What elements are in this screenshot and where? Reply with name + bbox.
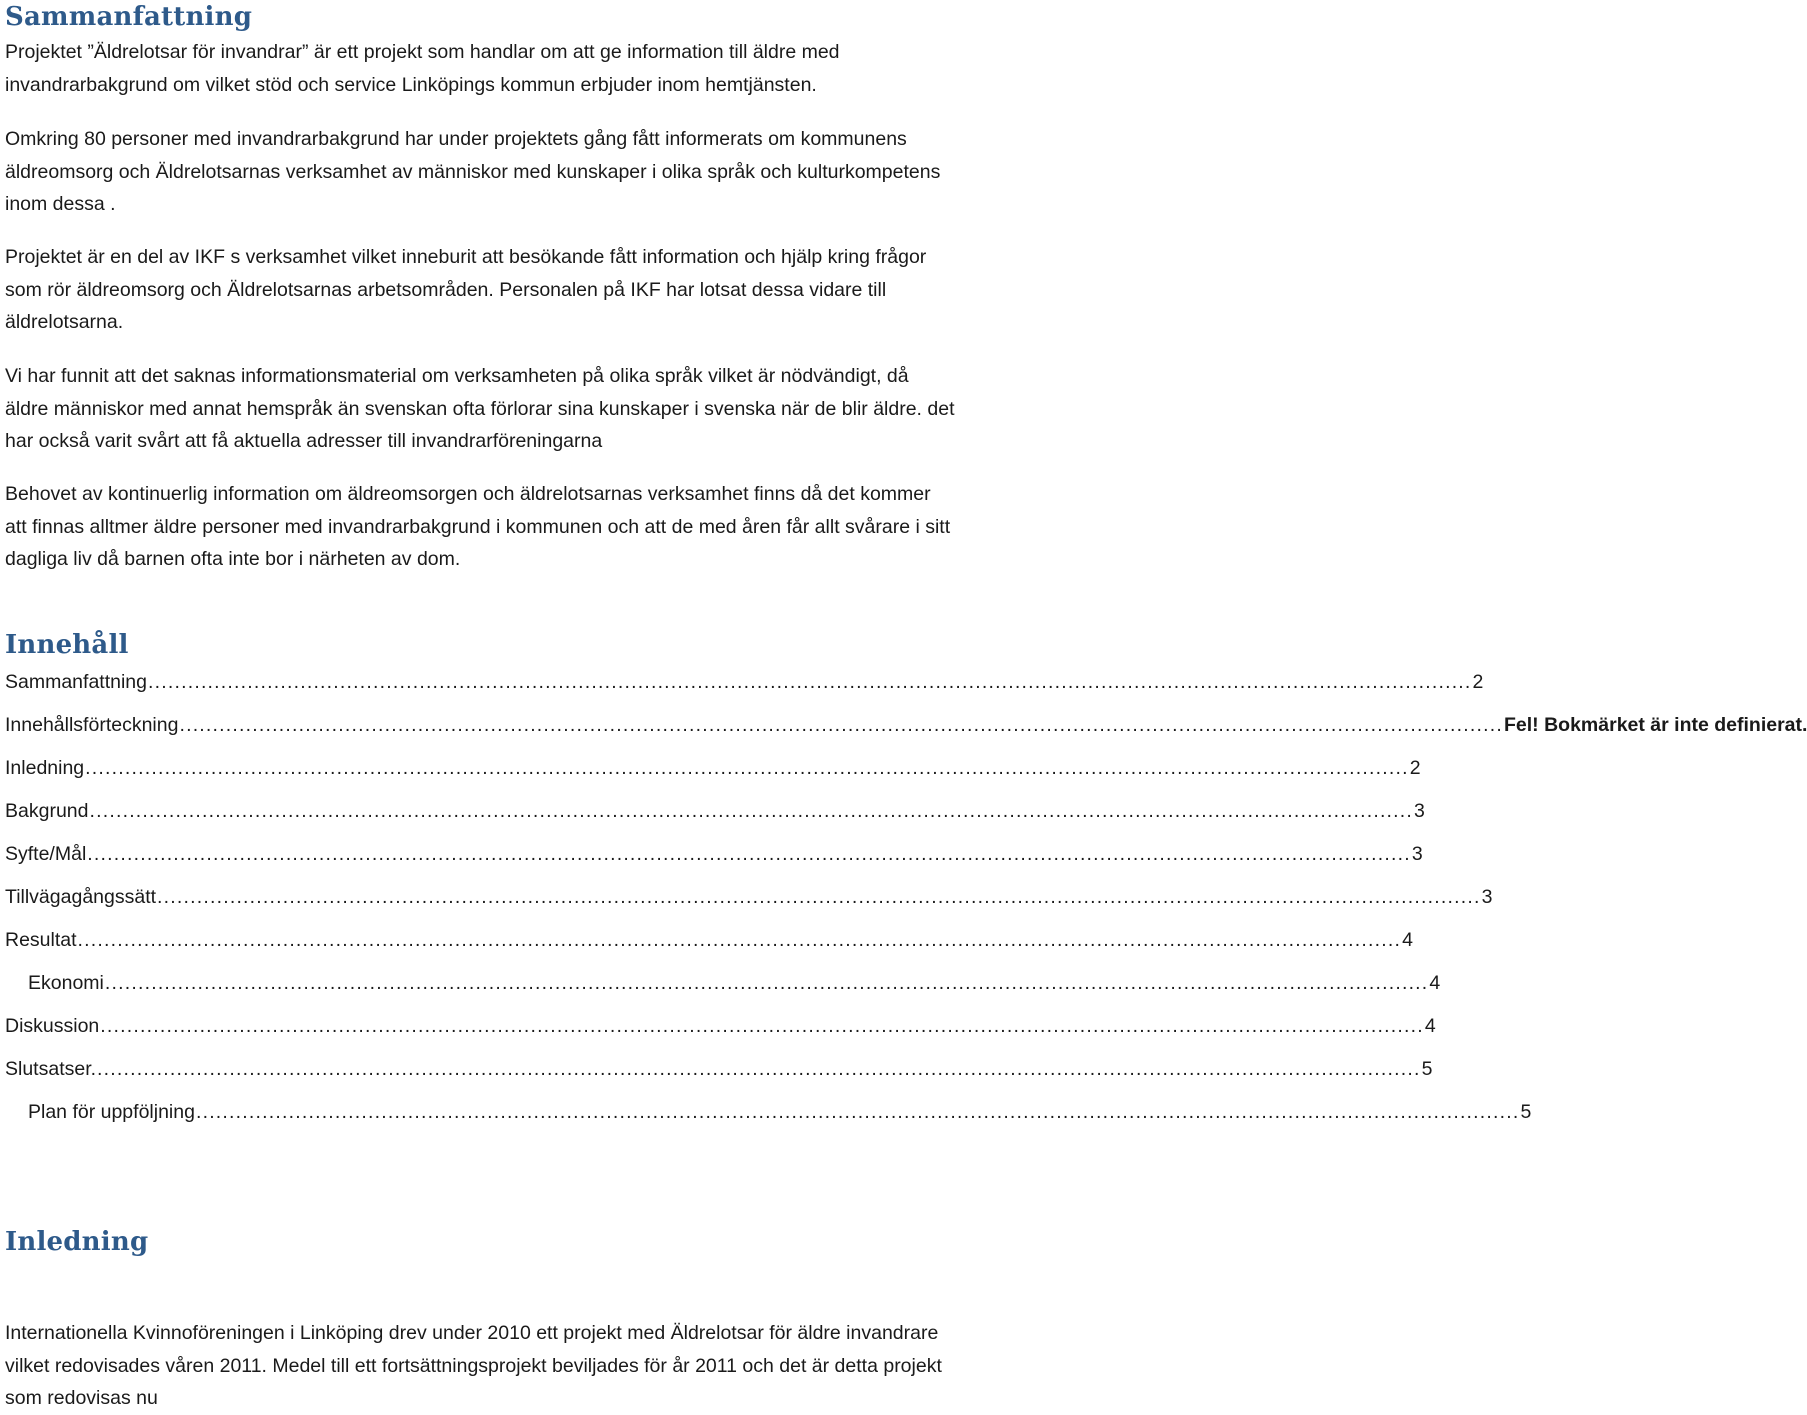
toc-leader-dots: ........................................................................................................................................................................................................ <box>89 800 1414 822</box>
toc-entry-label: Diskussion <box>5 1015 100 1037</box>
intro-paragraph: Internationella Kvinnoföreningen i Linköping drev under 2010 ett projekt med Äldrelotsar för äldre invandrare vilket redovisades våren 2011. Medel till ett fortsättningsprojekt beviljades för år 2011 och det är detta projekt som redovisas nu <box>5 1322 942 1409</box>
toc-entry-page: 2 <box>1472 671 1484 693</box>
toc-entry-bakgrund[interactable] <box>5 796 1425 826</box>
toc-entry-page: 4 <box>1429 972 1441 994</box>
toc-entry-page-error: Fel! Bokmärket är inte definierat. <box>1504 714 1807 736</box>
toc-entry-label: Innehållsförteckning <box>5 714 179 736</box>
toc-entry-label: Ekonomi <box>28 972 104 994</box>
toc-entry-page: 2 <box>1409 757 1421 779</box>
toc-entry-page: 4 <box>1402 929 1413 951</box>
toc-leader-dots: ........................................................................................................................................................................................................ <box>100 1015 1424 1037</box>
toc-leader-dots: ........................................................................................................................................................................................................ <box>97 1058 1421 1080</box>
toc-entry-slutsatser[interactable] <box>5 1054 1433 1084</box>
toc-entry-diskussion[interactable] <box>5 1011 1436 1041</box>
summary-paragraph-2: Omkring 80 personer med invandrarbakgrund har under projektets gång fått informerats om kommunens äldreomsorg och Äldrelotsarnas verksamhet av människor med kunskaper i olika språk och kulturkompetens inom dessa . <box>5 128 941 215</box>
toc-entry-page: 4 <box>1424 1015 1436 1037</box>
toc-entry-inledning[interactable] <box>5 753 1421 783</box>
toc-entry-tillvagagangssatt[interactable] <box>5 882 1493 912</box>
toc-leader-dots: ........................................................................................................................................................................................................ <box>148 671 1472 693</box>
toc-entry-page: 3 <box>1414 800 1425 822</box>
toc-entry-label: Syfte/Mål <box>5 843 87 865</box>
toc-leader-dots: ........................................................................................................................................................................................................ <box>87 843 1411 865</box>
toc-leader-dots: ........................................................................................................................................................................................................ <box>77 929 1402 951</box>
toc-entry-sammanfattning[interactable] <box>5 667 1484 697</box>
toc-entry-label: Resultat <box>5 929 77 951</box>
toc-entry-label: Slutsatser. <box>5 1058 97 1080</box>
toc-leader-dots: ........................................................................................................................................................................................................ <box>104 972 1429 994</box>
toc-leader-dots: ........................................................................................................................................................................................................ <box>85 757 1409 779</box>
toc-leader-dots: ........................................................................................................................................................................................................ <box>195 1101 1520 1123</box>
toc-entry-page: 3 <box>1481 886 1493 908</box>
toc-entry-plan-for-uppfoljning[interactable] <box>5 1097 1532 1127</box>
toc-leader-dots: ........................................................................................................................................................................................................ <box>157 886 1481 908</box>
toc-entry-ekonomi[interactable] <box>5 968 1441 998</box>
toc-heading: Innehåll <box>5 630 129 660</box>
summary-paragraph-3: Projektet är en del av IKF s verksamhet vilket inneburit att besökande fått information och hjälp kring frågor som rör äldreomsorg och Äldrelotsarnas arbetsområden. Personalen på IKF har lotsat dessa vidare till äldrelotsarna. <box>5 246 927 333</box>
summary-paragraph-1: Projektet ”Äldrelotsar för invandrar” är ett projekt som handlar om att ge information till äldre med invandrarbakgrund om vilket stöd och service Linköpings kommun erbjuder inom hemtjänsten. <box>5 41 840 96</box>
toc-entry-page: 3 <box>1411 843 1423 865</box>
toc-entry-label: Bakgrund <box>5 800 89 822</box>
toc-entry-page: 5 <box>1520 1101 1532 1123</box>
summary-heading: Sammanfattning <box>5 2 253 32</box>
summary-paragraph-4: Vi har funnit att det saknas informationsmaterial om verksamheten på olika språk vilket är nödvändigt, då äldre människor med annat hemspråk än svenskan ofta förlorar sina kunskaper i svenska när de blir äldre. det har också varit svårt att få aktuella adresser till invandrarföreningarna <box>5 365 955 452</box>
toc-entry-label: Tillvägagångssätt <box>5 886 157 908</box>
intro-heading: Inledning <box>5 1227 149 1257</box>
toc-leader-dots: ........................................................................................................................................................................................................ <box>179 714 1503 736</box>
toc-entry-label: Sammanfattning <box>5 671 147 693</box>
toc-entry-label: Plan för uppföljning <box>28 1101 195 1123</box>
toc-entry-label: Inledning <box>5 757 85 779</box>
toc-entry-page: 5 <box>1421 1058 1433 1080</box>
toc-entry-innehallsforteckning[interactable] <box>5 710 1807 740</box>
toc-entry-syfte-mal[interactable] <box>5 839 1423 869</box>
toc-entry-resultat[interactable] <box>5 925 1413 955</box>
summary-paragraph-5: Behovet av kontinuerlig information om äldreomsorgen och äldrelotsarnas verksamhet finns då det kommer att finnas alltmer äldre personer med invandrarbakgrund i kommunen och att de med åren får allt svårare i sitt dagliga liv då barnen ofta inte bor i närheten av dom. <box>5 483 951 570</box>
